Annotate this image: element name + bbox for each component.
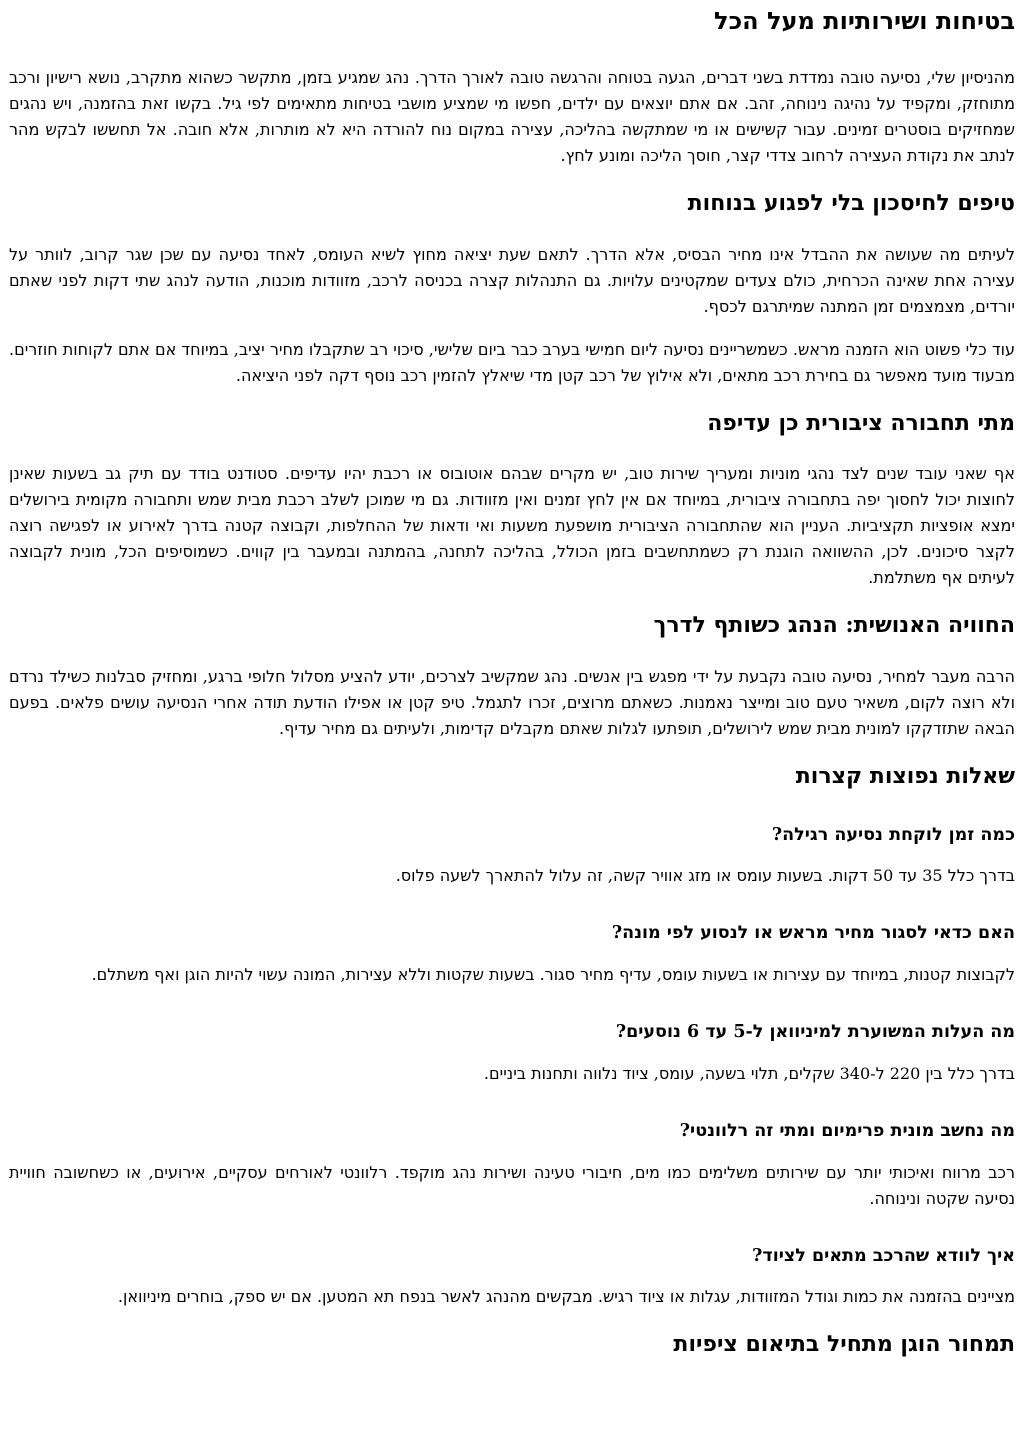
faq-question-trip-duration: כמה זמן לוקחת נסיעה רגילה? (771, 824, 1015, 845)
faq-question-vehicle-fits-equipment: איך לוודא שהרכב מתאים לציוד? (752, 1245, 1015, 1266)
saving-tips-heading: טיפים לחיסכון בלי לפגוע בנוחות (687, 190, 1015, 217)
faq-answer-vehicle-fits-equipment: מציינים בהזמנה את כמות וגודל המזוודות, עגלות או ציוד רגיש. מבקשים מהנהג לאשר בנפח תא המטען. אם יש ספק, בוחרים מיניוואן. (117, 1287, 1015, 1307)
public-transport-heading: מתי תחבורה ציבורית כן עדיפה (707, 409, 1015, 436)
section-public-transport (9, 409, 1015, 592)
intro-paragraph: מהניסיון שלי, נסיעה טובה נמדדת בשני דברים, הגעה בטוחה והרגשה טובה לאורך הדרך. נהג שמגיע בזמן, מתקשר כשהוא מתקרב, נושא רישיון ורכב מתוחזק, ומקפיד על נהיגה נינוחה, זהב. אם אתם יוצאים עם ילדים, חפשו מי שמציע מושבי בטיחות מתאימים לפי גיל. בקשו זאת בהזמנה, ויש נהגים שמחזיקים בוסטרים זמינים. עבור קשישים או מי שמתקשה בהליכה, עצירה במקום נוח להורדה היא לא מותרות, אלא חובה. אל תחששו לבקש מהר לנתב את נקודת העצירה לרחוב צדדי קצר, חוסך הליכה ומונע לחץ. (9, 68, 1015, 166)
faq-answer-fixed-price-or-meter: לקבוצות קטנות, במיוחד עם עצירות או בשעות עומס, עדיף מחיר סגור. בשעות שקטות וללא עצירות, המונה עשוי להיות הוגן ואף משתלם. (91, 965, 1015, 985)
public-transport-paragraph: אף שאני עובד שנים לצד נהגי מוניות ומעריך שירות טוב, יש מקרים שבהם אוטובוס או רכבת יהיו עדיפים. סטודנט בודד עם תיק גב בשעות שאינן לחוצות יכול לחסוך יפה בתחבורה ציבורית, במיוחד אם אין לחץ זמנים ואין מזוודות. גם מי שמוכן לשלב רכבת מבית שמש ותחבורה מקומית בירושלים ימצא אופציות תקציביות. העניין הוא שהתחבורה הציבורית מושפעת משעות ואי ודאות של ההחלפות, וקבוצה קטנה בדרך לאירוע או לפגישה רוצה לקצר סיכונים. לכן, ההשוואה הוגנת רק כשמתחשבים בזמן הכולל, בהליכה לתחנה, בהמתנה ובמעבר בין קווים. כשמוסיפים הכל, מונית לקבוצה לעיתים אף משתלמת. (9, 464, 1016, 588)
faq-question-minivan-cost: מה העלות המשוערת למיניוואן ל-5 עד 6 נוסעים? (615, 1022, 1015, 1043)
closing-heading: תמחור הוגן מתחיל בתיאום ציפיות (673, 1331, 1015, 1358)
section-faq (9, 762, 1015, 1310)
saving-tips-paragraph-2: עוד כלי פשוט הוא הזמנה מראש. כשמשריינים נסיעה ליום חמישי בערב כבר ביום שלישי, סיכוי רב שתקבלו מחיר יציב, במיוחד אם אתם לקוחות חוזרים. מבעוד מועד מאפשר גם בחירת רכב מתאים, ולא אילוץ של רכב קטן מדי שיאלץ להזמין רכב נוסף דקה לפני היציאה. (9, 339, 1015, 385)
human-experience-heading: החוויה האנושית: הנהג כשותף לדרך (653, 612, 1015, 639)
faq-heading: שאלות נפוצות קצרות (795, 762, 1015, 789)
section-saving-tips (9, 189, 1015, 389)
faq-question-fixed-price-or-meter: האם כדאי לסגור מחיר מראש או לנסוע לפי מונה? (611, 923, 1015, 944)
article-title: בטיחות ושירותיות מעל הכל (714, 6, 1015, 35)
saving-tips-paragraph-1: לעיתים מה שעושה את ההבדל אינו מחיר הבסיס, אלא הדרך. לתאם שעת יציאה מחוץ לשיא העומס, לאחד נסיעה עם שכן שגר קרוב, לוותר על עצירה אחת שאינה הכרחית, כולם צעדים שמקטינים עלויות. גם התנהלות קצרה בכניסה לרכב, מזוודות מוכנות, הודעה לנהג שתי דקות לפני שאתם יורדים, מצמצמים זמן המתנה שמיתרגם לכסף. (9, 244, 1016, 316)
faq-question-premium-taxi: מה נחשב מונית פרימיום ומתי זה רלוונטי? (679, 1120, 1015, 1141)
faq-answer-trip-duration: בדרך כלל 35 עד 50 דקות. בשעות עומס או מזג אוויר קשה, זה עלול להתארך לשעה פלוס. (395, 866, 1015, 886)
human-experience-paragraph: הרבה מעבר למחיר, נסיעה טובה נקבעת על ידי מפגש בין אנשים. נהג שמקשיב לצרכים, יודע להציע מסלול חלופי ברגע, ומחזיק סבלנות כשילד נרדם ולא רוצה לקום, משאיר טעם טוב ומייצר נאמנות. כשאתם מרוצים, זכרו לתגמל. טיפ קטן או אפילו הודעת תודה אחרי הנסיעה עושים פלאים. בפעם הבאה שתזדקקו למונית מבית שמש לירושלים, תופתעו לגלות שאתם מקבלים קדימות, ולעיתים גם מחיר עדיף. (9, 666, 1016, 738)
section-human-experience (9, 611, 1015, 742)
faq-answer-minivan-cost: בדרך כלל בין 220 ל-340 שקלים, תלוי בשעה, עומס, ציוד נלווה ותחנות ביניים. (483, 1063, 1015, 1083)
faq-answer-premium-taxi: רכב מרווח ואיכותי יותר עם שירותים משלימים כמו מים, חיבורי טעינה ושירות נהג מוקפד. רלוונטי לאורחים עסקיים, אירועים, או כשחשובה חוויית נסיעה שקטה ונינוחה. (9, 1162, 1015, 1208)
